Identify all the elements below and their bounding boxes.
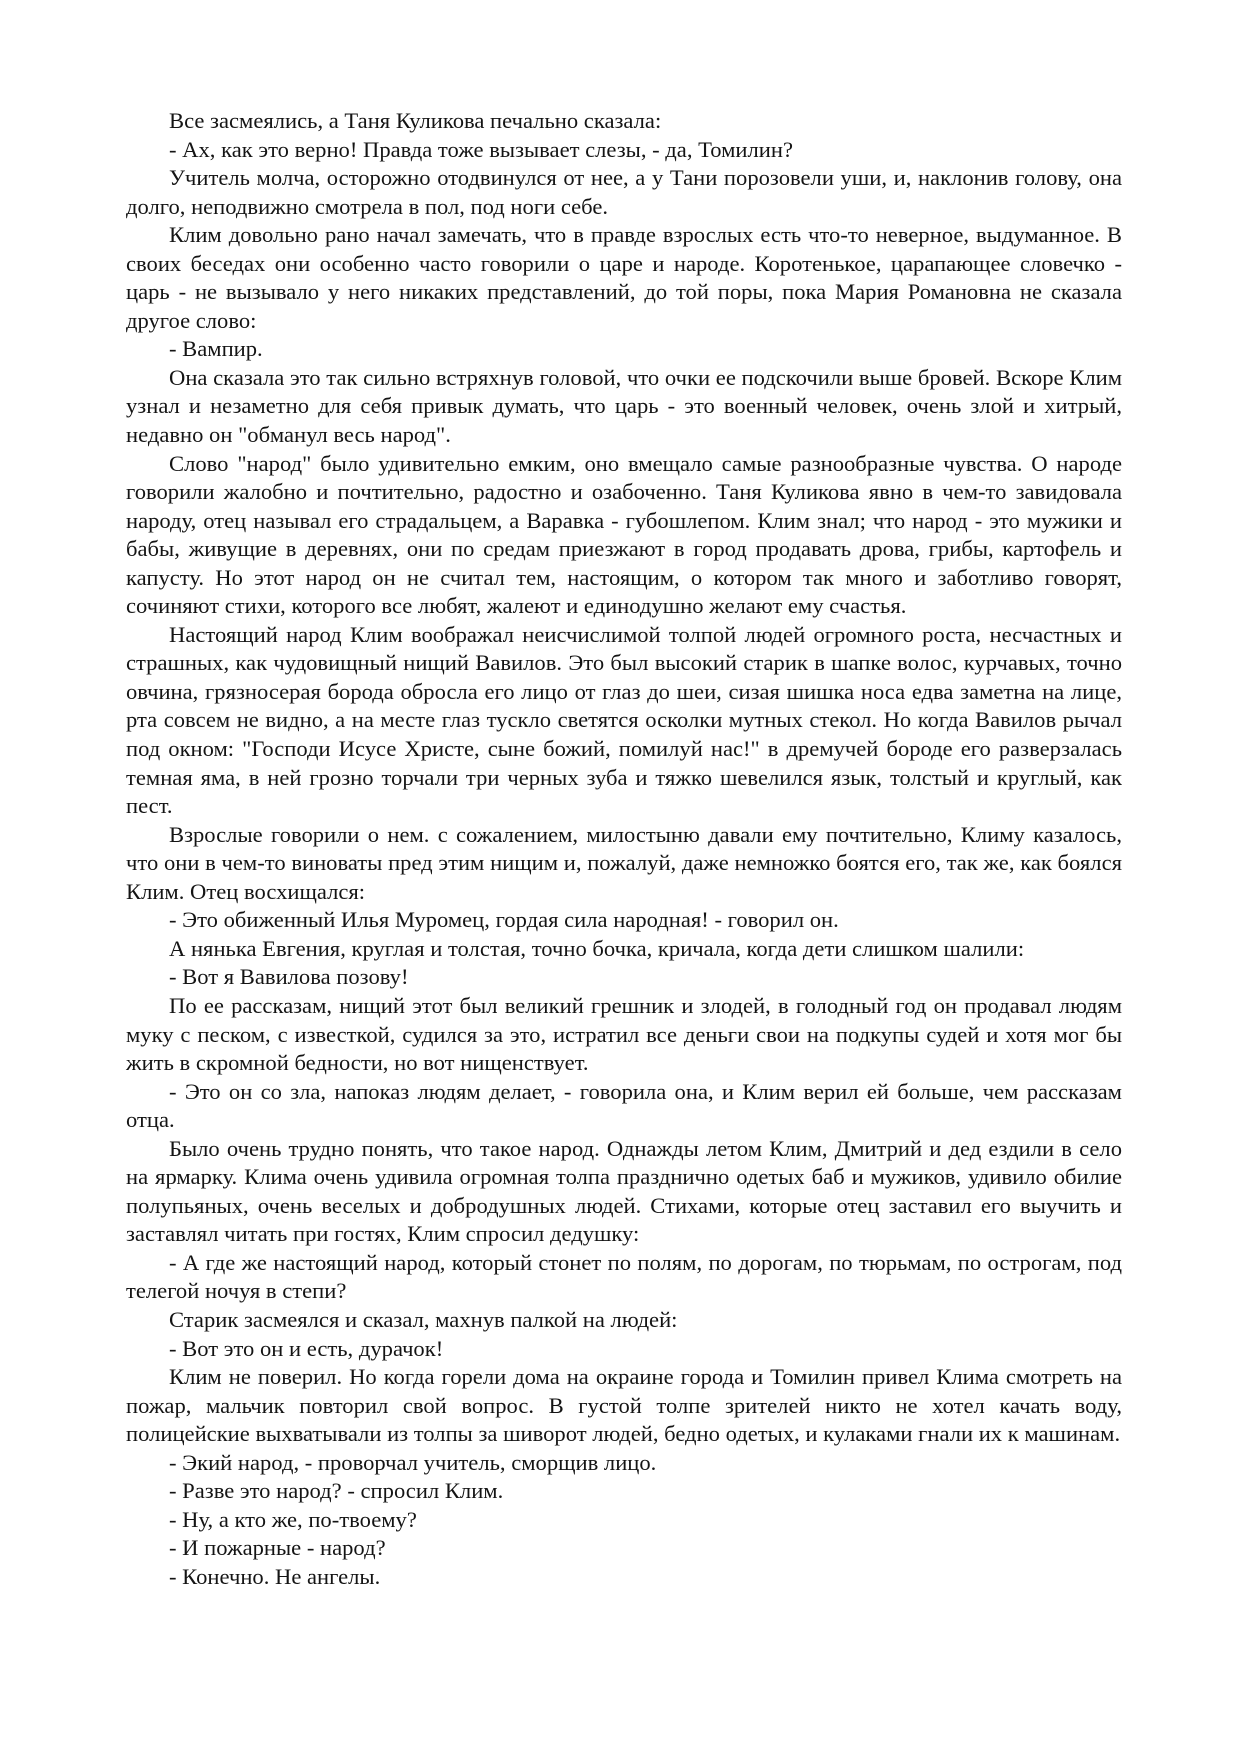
paragraph: Слово "народ" было удивительно емким, оно вмещало самые разнообразные чувства. О народе говорили жалобно и почтительно, радостно и озабоченно. Таня Куликова явно в чем-то завидовала народу, отец называл его страдальцем, а Варавка - губошлепом. Клим знал; что народ - это мужики и бабы, живущие в деревнях, они по средам приезжают в город продавать дрова, грибы, картофель и капусту. Но этот народ он не считал тем, настоящим, о котором так много и заботливо говорят, сочиняют стихи, которого все любят, жалеют и единодушно желают ему счастья. bbox=[126, 450, 1122, 619]
paragraph: А нянька Евгения, круглая и толстая, точно бочка, кричала, когда дети слишком шалили: bbox=[169, 935, 1025, 961]
paragraph: По ее рассказам, нищий этот был великий грешник и злодей, в голодный год он продавал людям муку с песком, с известкой, судился за это, истратил все деньги свои на подкупы судей и хотя мог бы жить в скромной бедности, но вот нищенствует. bbox=[126, 992, 1122, 1076]
paragraph: - Разве это народ? - спросил Клим. bbox=[169, 1478, 504, 1504]
paragraph: Было очень трудно понять, что такое народ. Однажды летом Клим, Дмитрий и дед ездили в село на ярмарку. Клима очень удивила огромная толпа празднично одетых баб и мужиков, удивило обилие полупьяных, очень веселых и добродушных людей. Стихами, которые отец заставил его выучить и заставлял читать при гостях, Клим спросил дедушку: bbox=[126, 1135, 1122, 1247]
paragraph: - Вампир. bbox=[169, 336, 263, 362]
paragraph: - Ну, а кто же, по-твоему? bbox=[169, 1506, 417, 1532]
paragraph: - Вот я Вавилова позову! bbox=[169, 964, 409, 990]
paragraph: Старик засмеялся и сказал, махнув палкой на людей: bbox=[169, 1306, 678, 1332]
paragraph: - Это он со зла, напоказ людям делает, - говорила она, и Клим верил ей больше, чем рассказам отца. bbox=[126, 1078, 1122, 1133]
paragraph: - Конечно. Не ангелы. bbox=[169, 1563, 381, 1589]
paragraph: Она сказала это так сильно встряхнув головой, что очки ее подскочили выше бровей. Вскоре Клим узнал и незаметно для себя привык думать, что царь - это военный человек, очень злой и хитрый, недавно он "обманул весь народ". bbox=[126, 364, 1122, 448]
paragraph: Клим не поверил. Но когда горели дома на окраине города и Томилин привел Клима смотреть на пожар, мальчик повторил свой вопрос. В густой толпе зрителей никто не хотел качать воду, полицейские выхватывали из толпы за шиворот людей, бедно одетых, и кулаками гнали их к машинам. bbox=[126, 1364, 1122, 1447]
body-text bbox=[126, 107, 1122, 1591]
paragraph: - Ах, как это верно! Правда тоже вызывает слезы, - да, Томилин? bbox=[169, 136, 793, 162]
paragraph: Все засмеялись, а Таня Куликова печально сказала: bbox=[169, 108, 662, 133]
paragraph: - А где же настоящий народ, который стонет по полям, по дорогам, по тюрьмам, по острогам, под телегой ночуя в степи? bbox=[126, 1249, 1122, 1304]
paragraph: Клим довольно рано начал замечать, что в правде взрослых есть что-то неверное, выдуманное. В своих беседах они особенно часто говорили о царе и народе. Коротенькое, царапающее словечко - царь - не вызывало у него никаких представлений, до той поры, пока Мария Романовна не сказала другое слово: bbox=[126, 222, 1122, 333]
paragraph: Настоящий народ Клим воображал неисчислимой толпой людей огромного роста, несчастных и страшных, как чудовищный нищий Вавилов. Это был высокий старик в шапке волос, курчавых, точно овчина, грязносерая борода обросла его лицо от глаз до шеи, сизая шишка носа едва заметна на лице, рта совсем не видно, а на месте глаз тускло светятся осколки мутных стекол. Но когда Вавилов рычал под окном: "Господи Исусе Христе, сыне божий, помилуй нас!" в дремучей бороде его разверзалась темная яма, в ней грозно торчали три черных зуба и тяжко шевелился язык, толстый и круглый, как пест. bbox=[126, 621, 1122, 819]
paragraph: - Экий народ, - проворчал учитель, сморщив лицо. bbox=[169, 1449, 657, 1475]
paragraph: - Это обиженный Илья Муромец, гордая сила народная! - говорил он. bbox=[169, 907, 839, 933]
paragraph: Взрослые говорили о нем. с сожалением, милостыню давали ему почтительно, Климу казалось, что они в чем-то виноваты пред этим нищим и, пожалуй, даже немножко боятся его, так же, как боялся Клим. Отец восхищался: bbox=[126, 821, 1122, 904]
paragraph: - И пожарные - народ? bbox=[169, 1535, 386, 1561]
paragraph: Учитель молча, осторожно отодвинулся от нее, а у Тани порозовели уши, и, наклонив голову, она долго, неподвижно смотрела в пол, под ноги себе. bbox=[126, 165, 1122, 219]
paragraph: - Вот это он и есть, дурачок! bbox=[169, 1335, 444, 1361]
